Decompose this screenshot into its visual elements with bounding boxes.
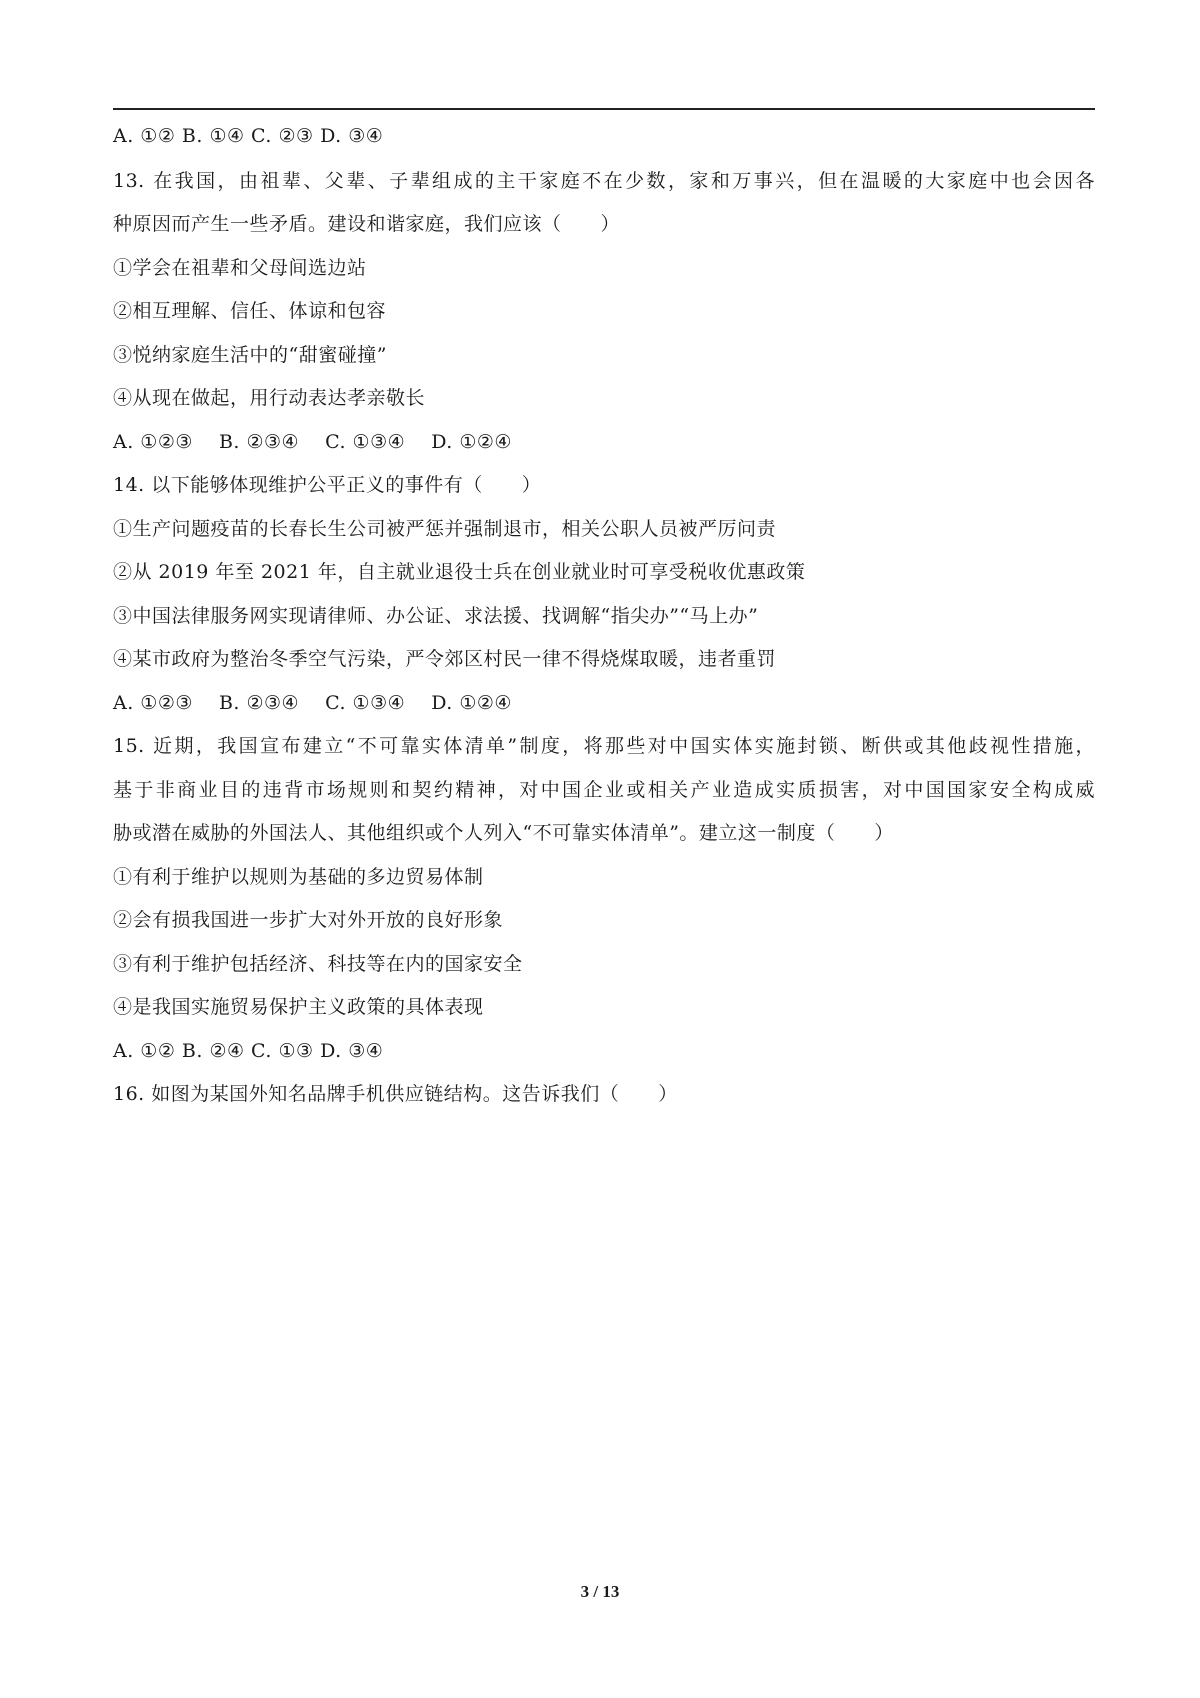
q13-stem-line-1: 13. 在我国，由祖辈、父辈、子辈组成的主干家庭不在少数，家和万事兴，但在温暖的大家庭中也会因各	[113, 170, 1095, 192]
q15-stem-line-2: 基于非商业目的违背市场规则和契约精神，对中国企业或相关产业造成实质损害，对中国国家安全构成威	[113, 779, 1095, 801]
header-rule	[113, 108, 1095, 110]
q15-option-3: ③有利于维护包括经济、科技等在内的国家安全	[113, 953, 523, 975]
q15-option-1: ①有利于维护以规则为基础的多边贸易体制	[113, 866, 484, 888]
q14-option-3: ③中国法律服务网实现请律师、办公证、求法援、找调解“指尖办”“马上办”	[113, 605, 759, 627]
q13-stem-line-2: 种原因而产生一些矛盾。建设和谐家庭，我们应该（ ）	[113, 213, 621, 235]
q14-stem-line-1: 14. 以下能够体现维护公平正义的事件有（ ）	[113, 474, 542, 496]
q14-option-2: ②从 2019 年至 2021 年，自主就业退役士兵在创业就业时可享受税收优惠政策	[113, 561, 806, 583]
q12-answer-options: A. ①② B. ①④ C. ②③ D. ③④	[113, 125, 384, 147]
q13-option-3: ③悦纳家庭生活中的“甜蜜碰撞”	[113, 344, 387, 366]
q15-stem-line-3: 胁或潜在威胁的外国法人、其他组织或个人列入“不可靠实体清单”。建立这一制度（ ）	[113, 822, 894, 844]
page-number: 3 / 13	[580, 1582, 620, 1601]
q14-option-4: ④某市政府为整治冬季空气污染，严令郊区村民一律不得烧煤取暖，违者重罚	[113, 648, 777, 670]
q13-option-4: ④从现在做起，用行动表达孝亲敬长	[113, 387, 426, 409]
q15-option-4: ④是我国实施贸易保护主义政策的具体表现	[113, 996, 484, 1018]
q15-answer-options: A. ①② B. ②④ C. ①③ D. ③④	[113, 1040, 384, 1062]
q15-stem-line-1: 15. 近期，我国宣布建立“不可靠实体清单”制度，将那些对中国实体实施封锁、断供或其他歧视性措施，	[113, 735, 1095, 757]
q14-option-1: ①生产问题疫苗的长春长生公司被严惩并强制退市，相关公职人员被严厉问责	[113, 518, 777, 540]
q13-option-1: ①学会在祖辈和父母间选边站	[113, 257, 367, 279]
q16-stem-line-1: 16. 如图为某国外知名品牌手机供应链结构。这告诉我们（ ）	[113, 1083, 678, 1105]
q13-answer-options: A. ①②③ B. ②③④ C. ①③④ D. ①②④	[113, 431, 512, 453]
q14-answer-options: A. ①②③ B. ②③④ C. ①③④ D. ①②④	[113, 692, 512, 714]
q15-option-2: ②会有损我国进一步扩大对外开放的良好形象	[113, 909, 504, 931]
q13-option-2: ②相互理解、信任、体谅和包容	[113, 300, 387, 322]
